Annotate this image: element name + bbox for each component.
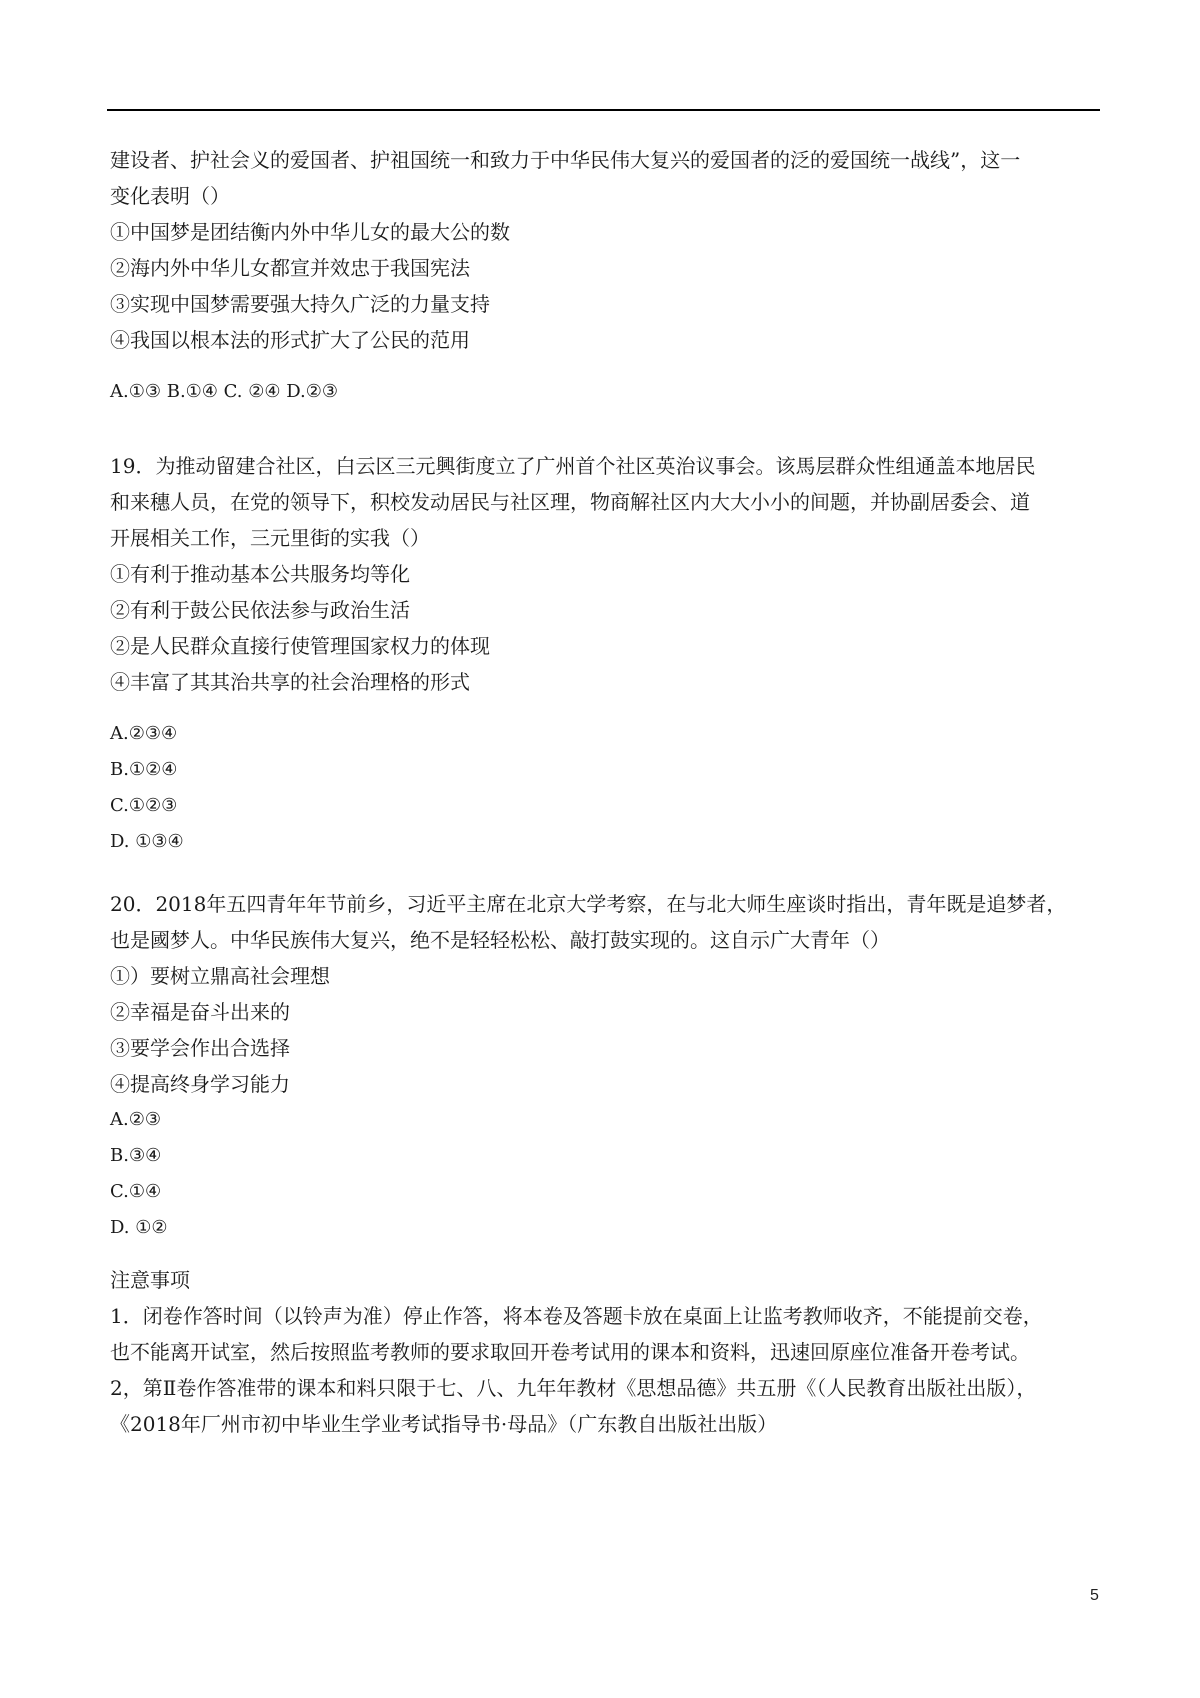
q19-line: 开展相关工作，三元里街的实我（） <box>110 526 430 550</box>
q18-line: 变化表明（） <box>110 184 230 208</box>
q20-option-a: A.②③ <box>110 1109 161 1130</box>
notes-title: 注意事项 <box>110 1268 190 1292</box>
notes-line: 2，第Ⅱ卷作答准带的课本和料只限于七、八、九年年教材《思想品德》共五册《（人民教育出版社出版）， <box>110 1376 1037 1400</box>
q19-statement: ④丰富了其其治共享的社会治理格的形式 <box>110 670 470 694</box>
notes-line: 1．闭卷作答时间（以铃声为准）停止作答，将本卷及答题卡放在桌面上让监考教师收齐，不能提前交卷， <box>110 1304 1043 1328</box>
question-18-continued <box>110 142 1100 410</box>
header-rule <box>107 109 1100 111</box>
q19-option-b: B.①②④ <box>110 759 178 780</box>
q20-option-c: C.①④ <box>110 1181 162 1202</box>
q18-answer-options: A.①③ B.①④ C. ②④ D.②③ <box>110 381 339 402</box>
q18-statement: ③实现中国梦需要强大持久广泛的力量支持 <box>110 292 490 316</box>
q19-statement: ①有利于推动基本公共服务均等化 <box>110 562 410 586</box>
page-content <box>110 142 1100 1442</box>
q18-statement: ④我国以根本法的形式扩大了公民的范用 <box>110 328 470 352</box>
question-20 <box>110 886 1100 1246</box>
q19-option-d: D. ①③④ <box>110 831 184 852</box>
q19-line: 19．为推动留建合社区，白云区三元興街度立了广州首个社区英治议事会。该馬层群众性组通盖本地居民 <box>110 454 1036 478</box>
q20-option-d: D. ①② <box>110 1217 168 1238</box>
q20-statement: ①）要树立鼎高社会理想 <box>110 964 330 988</box>
notes-line: 也不能离开试室，然后按照监考教师的要求取回开卷考试用的课本和资料，迅速回原座位准备开卷考试。 <box>110 1340 1030 1364</box>
q20-statement: ④提高终身学习能力 <box>110 1072 290 1096</box>
q20-option-b: B.③④ <box>110 1145 162 1166</box>
notes-line: 《2018年厂州市初中毕业生学业考试指导书·母品》（广东教自出版社出版） <box>110 1412 778 1436</box>
exam-notes <box>110 1262 1100 1442</box>
q19-statement: ②有利于鼓公民依法参与政治生活 <box>110 598 410 622</box>
question-19 <box>110 448 1100 860</box>
q18-line: 建设者、护社会义的爱国者、护祖国统一和致力于中华民伟大复兴的爱国者的泛的爱国统一战线”，这一 <box>110 148 1021 172</box>
q19-option-a: A.②③④ <box>110 723 178 744</box>
q19-line: 和来穗人员，在党的领导下，积校发动居民与社区理，物商解社区内大大小小的间题，并协副居委会、道 <box>110 490 1030 514</box>
page-number: 5 <box>1090 1587 1099 1604</box>
q20-statement: ②幸福是奋斗出来的 <box>110 1000 290 1024</box>
q20-line: 也是國梦人。中华民族伟大复兴，绝不是轻轻松松、敲打鼓实现的。这自示广大青年（） <box>110 928 890 952</box>
q20-statement: ③要学会作出合选择 <box>110 1036 290 1060</box>
q18-statement: ②海内外中华儿女都宣并效忠于我国宪法 <box>110 256 470 280</box>
q18-statement: ①中国梦是团结衡内外中华儿女的最大公的数 <box>110 220 510 244</box>
q19-statement: ②是人民群众直接行使管理国家权力的体现 <box>110 634 490 658</box>
q19-option-c: C.①②③ <box>110 795 178 816</box>
q20-line: 20．2018年五四青年年节前乡，习近平主席在北京大学考察，在与北大师生座谈时指出，青年既是追梦者， <box>110 892 1067 916</box>
